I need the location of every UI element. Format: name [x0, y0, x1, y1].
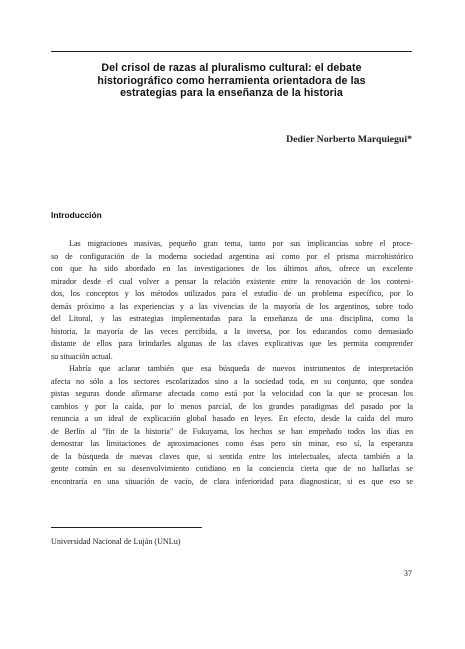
paragraph-line: encontraría en una situación de vacío, de clara inferioridad para diagnosticar, si es que eso se [51, 476, 413, 486]
paragraph-line: renuncia a un ideal de explicación global basado en leyes. En efecto, desde la caída del muro [51, 414, 413, 423]
paragraph-line: con que ha sido abordado en las investigaciones de los últimos años, ofrece un excelente [51, 264, 413, 273]
paragraph-line: de Berlín al "fin de la historia" de Fukuyama, los hechos se han empeñado todos los días en [51, 426, 413, 436]
header-rule [51, 51, 412, 52]
paragraph-line: Habría que aclarar también que esa búsqueda de nuevos instrumentos de interpretación [69, 364, 413, 373]
paragraph-line: mirador desde el cual volver a pensar la relación existente entre la renovación de los conteni- [51, 276, 413, 286]
paragraph-line: del Litoral, y las estrategias implementadas para la enseñanza de una disciplina, como la [51, 314, 413, 323]
title-line: Del crisol de razas al pluralismo cultural: el debate [101, 62, 362, 74]
paragraph-line: cambios y por la caída, por lo menos parcial, de los grandes paradigmas del pasado por la [51, 401, 413, 411]
paragraph-line: Las migraciones masivas, pequeño gran tema, tanto por sus implicancias sobre el proce- [69, 239, 413, 248]
paragraph-line: de la búsqueda de nuevas claves que, si sentida entre los intelectuales, afecta también a la [51, 451, 413, 461]
page-number: 37 [403, 569, 412, 578]
title-line: estrategias para la enseñanza de la historia [120, 87, 343, 100]
paragraph-line: historia, la mayoría de las veces percibida, a la inversa, por los educandos como demasiado [51, 326, 413, 336]
paragraph-line: demostrar las limitaciones de aproximaciones como ésas pero sin minar, eso sí, la esperanza [51, 439, 413, 448]
paragraph-line: su situación actual. [51, 351, 113, 361]
body-text [51, 238, 413, 488]
paragraph-line: dos, los conceptos y los métodos utilizados para el estudio de un problema específico, por lo [51, 289, 413, 298]
paragraph-line: so de configuración de la moderna sociedad argentina así como por el prisma microhistórico [51, 251, 413, 261]
paragraph-line: demás próximo a las experiencias y a las vivencias de la mayoría de los argentinos, sobre todo [51, 301, 413, 311]
footnote: Universidad Nacional de Luján (UNLu) [51, 537, 181, 546]
paragraph-line: distante de ellos para brindarles algunas de las claves explicativas que les permita comprender [51, 339, 413, 348]
section-heading: Introducción [51, 210, 102, 220]
paragraph-line: pistas seguras donde afirmarse afectada como está por la velocidad con la que se procesan los [51, 389, 413, 398]
article-title [60, 62, 403, 100]
paragraph-line: gente común en su desenvolvimiento cotidiano en la conciencia cierta que de no hallarlas se [51, 464, 413, 473]
footnote-rule [51, 527, 202, 528]
title-line: historiográfico como herramienta orientadora de las [97, 74, 366, 87]
paragraph-line: afecta no sólo a los sectores escolarizados sino a la sociedad toda, en su conjunto, que sondea [51, 376, 413, 386]
author-name: Dedier Norberto Marquiegui* [286, 134, 412, 145]
